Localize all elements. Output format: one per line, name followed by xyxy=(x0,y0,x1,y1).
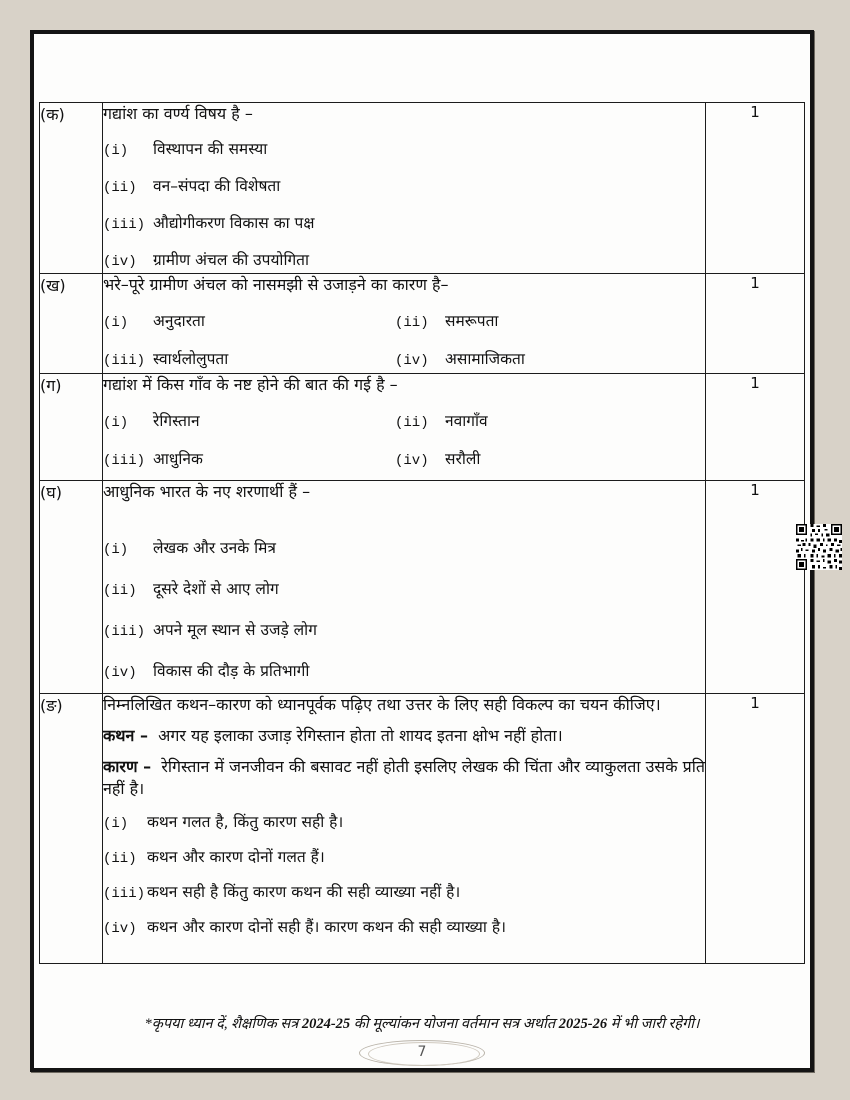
reason-line xyxy=(103,756,705,800)
qr-code-icon xyxy=(796,522,842,572)
option-number: (iii) xyxy=(103,217,146,233)
option xyxy=(103,916,705,940)
question-row-ga xyxy=(40,374,805,481)
option xyxy=(103,881,705,905)
option-number: (iii) xyxy=(103,453,146,469)
option xyxy=(103,537,705,561)
option-number: (ii) xyxy=(395,415,429,431)
question-row-gha xyxy=(40,481,805,694)
question-label: (ख) xyxy=(40,274,103,374)
option xyxy=(103,310,395,334)
option-number: (iv) xyxy=(103,254,137,270)
assertion-label: कथन – xyxy=(103,726,148,745)
option-text: लेखक और उनके मित्र xyxy=(153,539,276,557)
option-text: असामाजिकता xyxy=(445,350,525,368)
option xyxy=(395,410,705,434)
option-number: (iii) xyxy=(103,624,146,640)
option-number: (iv) xyxy=(395,353,429,369)
option-number: (iv) xyxy=(103,921,137,937)
option-number: (i) xyxy=(103,143,129,159)
option-text: कथन और कारण दोनों सही हैं। कारण कथन की सही व्याख्या है। xyxy=(147,918,506,936)
option xyxy=(103,811,705,835)
option xyxy=(103,448,395,472)
option-number: (iv) xyxy=(395,453,429,469)
question-stem: गद्यांश में किस गाँव के नष्ट होने की बात की गई है – xyxy=(103,375,398,394)
page-number-badge xyxy=(359,1040,485,1066)
option-number: (i) xyxy=(103,415,129,431)
option-text: रेगिस्तान xyxy=(153,412,200,430)
marks-value: 1 xyxy=(706,274,805,374)
option-text: नवागाँव xyxy=(445,412,488,430)
option-text: समरूपता xyxy=(445,312,499,330)
option-number: (i) xyxy=(103,315,129,331)
marks-value: 1 xyxy=(706,481,805,694)
option xyxy=(395,310,705,334)
footer-text: *कृपया ध्यान दें, शैक्षणिक सत्र xyxy=(144,1016,302,1032)
option-number: (iv) xyxy=(103,665,137,681)
option-text: वन–संपदा की विशेषता xyxy=(153,177,281,195)
option-text: सरौली xyxy=(445,450,481,468)
option-text: ग्रामीण अंचल की उपयोगिता xyxy=(153,251,310,269)
question-row-ka xyxy=(40,103,805,274)
option-text: कथन और कारण दोनों गलत हैं। xyxy=(147,848,325,866)
footer-text: की मूल्यांकन योजना वर्तमान सत्र अर्थात xyxy=(350,1016,559,1032)
option-number: (iii) xyxy=(103,886,146,902)
question-stem: भरे–पूरे ग्रामीण अंचल को नासमझी से उजाड़ने का कारण है– xyxy=(103,275,449,294)
option-text: आधुनिक xyxy=(153,450,203,468)
option xyxy=(103,578,705,602)
question-stem: गद्यांश का वर्ण्य विषय है – xyxy=(103,104,253,123)
marks-value: 1 xyxy=(706,103,805,274)
option-text: औद्योगीकरण विकास का पक्ष xyxy=(153,214,315,232)
option xyxy=(395,348,705,372)
assertion-line xyxy=(103,725,705,747)
option-text: दूसरे देशों से आए लोग xyxy=(153,580,279,598)
option xyxy=(103,619,705,643)
option-text: कथन सही है किंतु कारण कथन की सही व्याख्या नहीं है। xyxy=(147,883,461,901)
document-sheet xyxy=(30,30,814,1072)
option xyxy=(103,410,395,434)
option-text: विस्थापन की समस्या xyxy=(153,140,268,158)
option xyxy=(103,175,705,199)
question-label: (ङ) xyxy=(40,694,103,964)
option-number: (ii) xyxy=(103,851,137,867)
option-number: (ii) xyxy=(103,180,137,196)
question-table xyxy=(39,102,805,964)
question-row-kha xyxy=(40,274,805,374)
question-row-nga xyxy=(40,694,805,964)
option-text: विकास की दौड़ के प्रतिभागी xyxy=(153,662,310,680)
option xyxy=(103,348,395,372)
question-label: (ग) xyxy=(40,374,103,481)
option xyxy=(103,249,705,273)
option xyxy=(103,138,705,162)
option-text: स्वार्थलोलुपता xyxy=(153,350,229,368)
option-grid xyxy=(103,396,705,472)
footer-year-1: 2024-25 xyxy=(301,1016,351,1032)
question-label: (क) xyxy=(40,103,103,274)
question-stem: निम्नलिखित कथन–कारण को ध्यानपूर्वक पढ़िए तथा उत्तर के लिए सही विकल्प का चयन कीजिए। xyxy=(103,695,661,714)
question-label: (घ) xyxy=(40,481,103,694)
footer-note xyxy=(34,1013,810,1033)
option xyxy=(103,846,705,870)
option xyxy=(395,448,705,472)
option xyxy=(103,212,705,236)
option-number: (iii) xyxy=(103,353,146,369)
page-number: 7 xyxy=(417,1044,427,1060)
reason-label: कारण – xyxy=(103,757,152,776)
marks-value: 1 xyxy=(706,694,805,964)
option-number: (i) xyxy=(103,542,129,558)
reason-text: रेगिस्तान में जनजीवन की बसावट नहीं होती इसलिए लेखक की चिंता और व्याकुलता उसके प्रति नहीं है। xyxy=(103,757,706,798)
option-grid xyxy=(103,296,705,372)
option-number: (i) xyxy=(103,816,129,832)
option-number: (ii) xyxy=(395,315,429,331)
question-stem: आधुनिक भारत के नए शरणार्थी हैं – xyxy=(103,482,311,501)
option-number: (ii) xyxy=(103,583,137,599)
option-text: कथन गलत है, किंतु कारण सही है। xyxy=(147,813,344,831)
option xyxy=(103,660,705,684)
footer-year-2: 2025-26 xyxy=(558,1016,608,1032)
assertion-text: अगर यह इलाका उजाड़ रेगिस्तान होता तो शायद इतना क्षोभ नहीं होता। xyxy=(158,726,563,745)
option-text: अपने मूल स्थान से उजड़े लोग xyxy=(153,621,317,639)
marks-value: 1 xyxy=(706,374,805,481)
footer-text: में भी जारी रहेगी। xyxy=(607,1016,700,1032)
option-text: अनुदारता xyxy=(153,312,205,330)
